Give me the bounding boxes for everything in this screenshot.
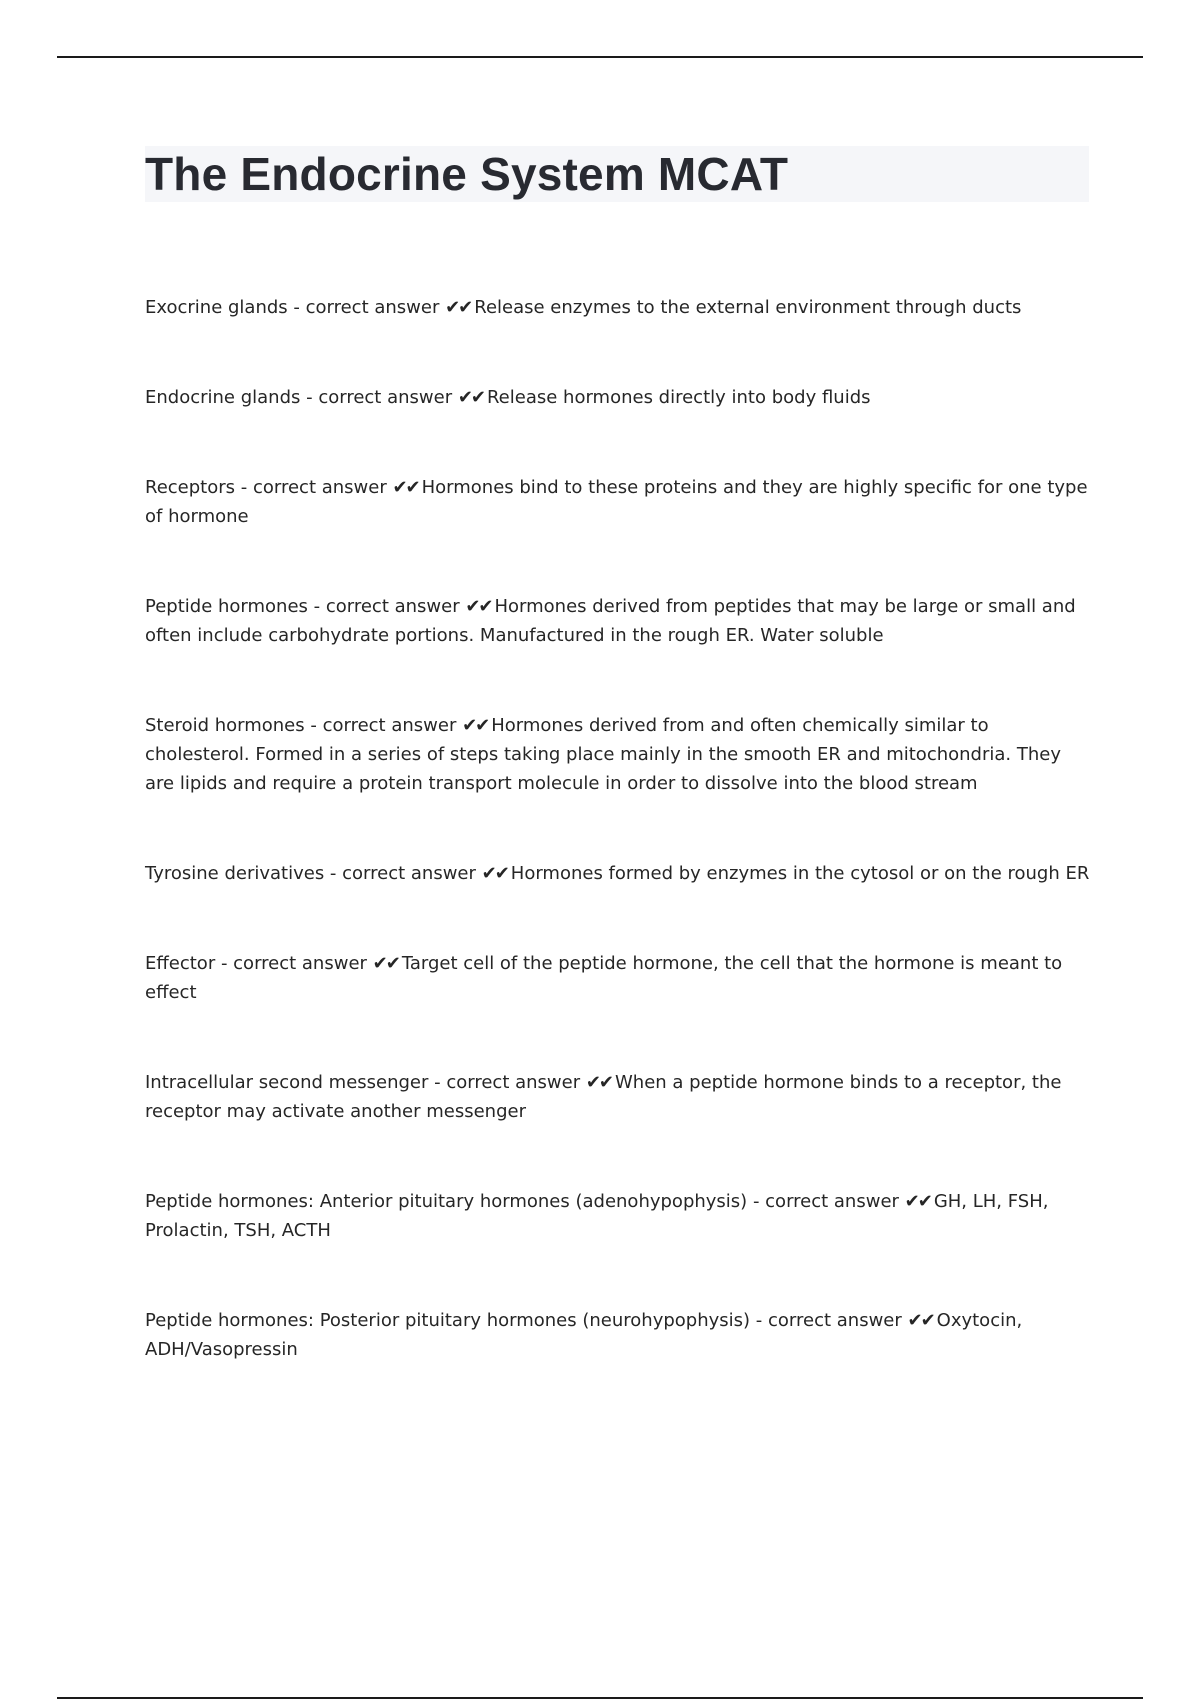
qa-item bbox=[145, 1068, 1095, 1126]
qa-item bbox=[145, 1306, 1095, 1364]
qa-term: Receptors bbox=[145, 477, 236, 498]
qa-answer: Hormones bind to these proteins and they are highly specific for one type of hormone bbox=[145, 477, 1088, 527]
qa-item bbox=[145, 592, 1095, 650]
qa-item bbox=[145, 383, 1095, 412]
qa-separator: - correct answer bbox=[287, 297, 446, 318]
qa-term: Tyrosine derivatives bbox=[145, 863, 325, 884]
qa-answer: When a peptide hormone binds to a receptor, the receptor may activate another messenger bbox=[145, 1072, 1062, 1122]
qa-separator: - correct answer bbox=[307, 596, 466, 617]
check-marks-icon: ✔✔ bbox=[457, 387, 484, 408]
check-marks-icon: ✔✔ bbox=[465, 596, 492, 617]
check-marks-icon: ✔✔ bbox=[372, 953, 399, 974]
qa-separator: - correct answer bbox=[300, 387, 458, 408]
qa-term: Endocrine glands bbox=[145, 387, 301, 408]
qa-answer: Hormones derived from and often chemically similar to cholesterol. Formed in a series of steps taking place mainly in the smooth ER and mitochondria. They are lipids and require a protein transport molecule in order to dissolve into the blood stream bbox=[145, 715, 1061, 794]
qa-separator: - correct answer bbox=[747, 1191, 905, 1212]
page-title: The Endocrine System MCAT bbox=[145, 148, 789, 200]
qa-term: Steroid hormones bbox=[145, 715, 305, 736]
qa-separator: - correct answer bbox=[215, 953, 373, 974]
check-marks-icon: ✔✔ bbox=[904, 1191, 931, 1212]
qa-term: Peptide hormones: Posterior pituitary hormones (neurohypophysis) bbox=[145, 1310, 751, 1331]
qa-answer: Hormones derived from peptides that may be large or small and often include carbohydrate portions. Manufactured in the rough ER. Water soluble bbox=[145, 596, 1076, 646]
check-marks-icon: ✔✔ bbox=[585, 1072, 612, 1093]
qa-separator: - correct answer bbox=[304, 715, 463, 736]
qa-separator: - correct answer bbox=[324, 863, 482, 884]
qa-answer: Hormones formed by enzymes in the cytosol or on the rough ER bbox=[510, 863, 1090, 884]
qa-answer: Oxytocin, ADH/Vasopressin bbox=[145, 1310, 1023, 1360]
check-marks-icon: ✔✔ bbox=[481, 863, 508, 884]
qa-term: Exocrine glands bbox=[145, 297, 288, 318]
qa-list bbox=[145, 293, 1095, 1425]
qa-answer: Release hormones directly into body fluids bbox=[486, 387, 871, 408]
qa-separator: - correct answer bbox=[235, 477, 393, 498]
qa-answer: Release enzymes to the external environment through ducts bbox=[474, 297, 1022, 318]
qa-item bbox=[145, 711, 1095, 798]
qa-separator: - correct answer bbox=[428, 1072, 586, 1093]
qa-separator: - correct answer bbox=[750, 1310, 908, 1331]
qa-term: Effector bbox=[145, 953, 216, 974]
check-marks-icon: ✔✔ bbox=[462, 715, 489, 736]
qa-item bbox=[145, 859, 1095, 888]
qa-term: Peptide hormones bbox=[145, 596, 308, 617]
check-marks-icon: ✔✔ bbox=[907, 1310, 934, 1331]
check-marks-icon: ✔✔ bbox=[445, 297, 472, 318]
qa-item bbox=[145, 1187, 1095, 1245]
bottom-rule bbox=[57, 1697, 1143, 1699]
qa-item bbox=[145, 293, 1095, 322]
qa-item bbox=[145, 473, 1095, 531]
qa-item bbox=[145, 949, 1095, 1007]
qa-answer: GH, LH, FSH, Prolactin, TSH, ACTH bbox=[145, 1191, 1049, 1241]
qa-term: Intracellular second messenger bbox=[145, 1072, 429, 1093]
check-marks-icon: ✔✔ bbox=[392, 477, 419, 498]
qa-answer: Target cell of the peptide hormone, the cell that the hormone is meant to effect bbox=[145, 953, 1063, 1003]
top-rule bbox=[57, 56, 1143, 58]
qa-term: Peptide hormones: Anterior pituitary hormones (adenohypophysis) bbox=[145, 1191, 748, 1212]
